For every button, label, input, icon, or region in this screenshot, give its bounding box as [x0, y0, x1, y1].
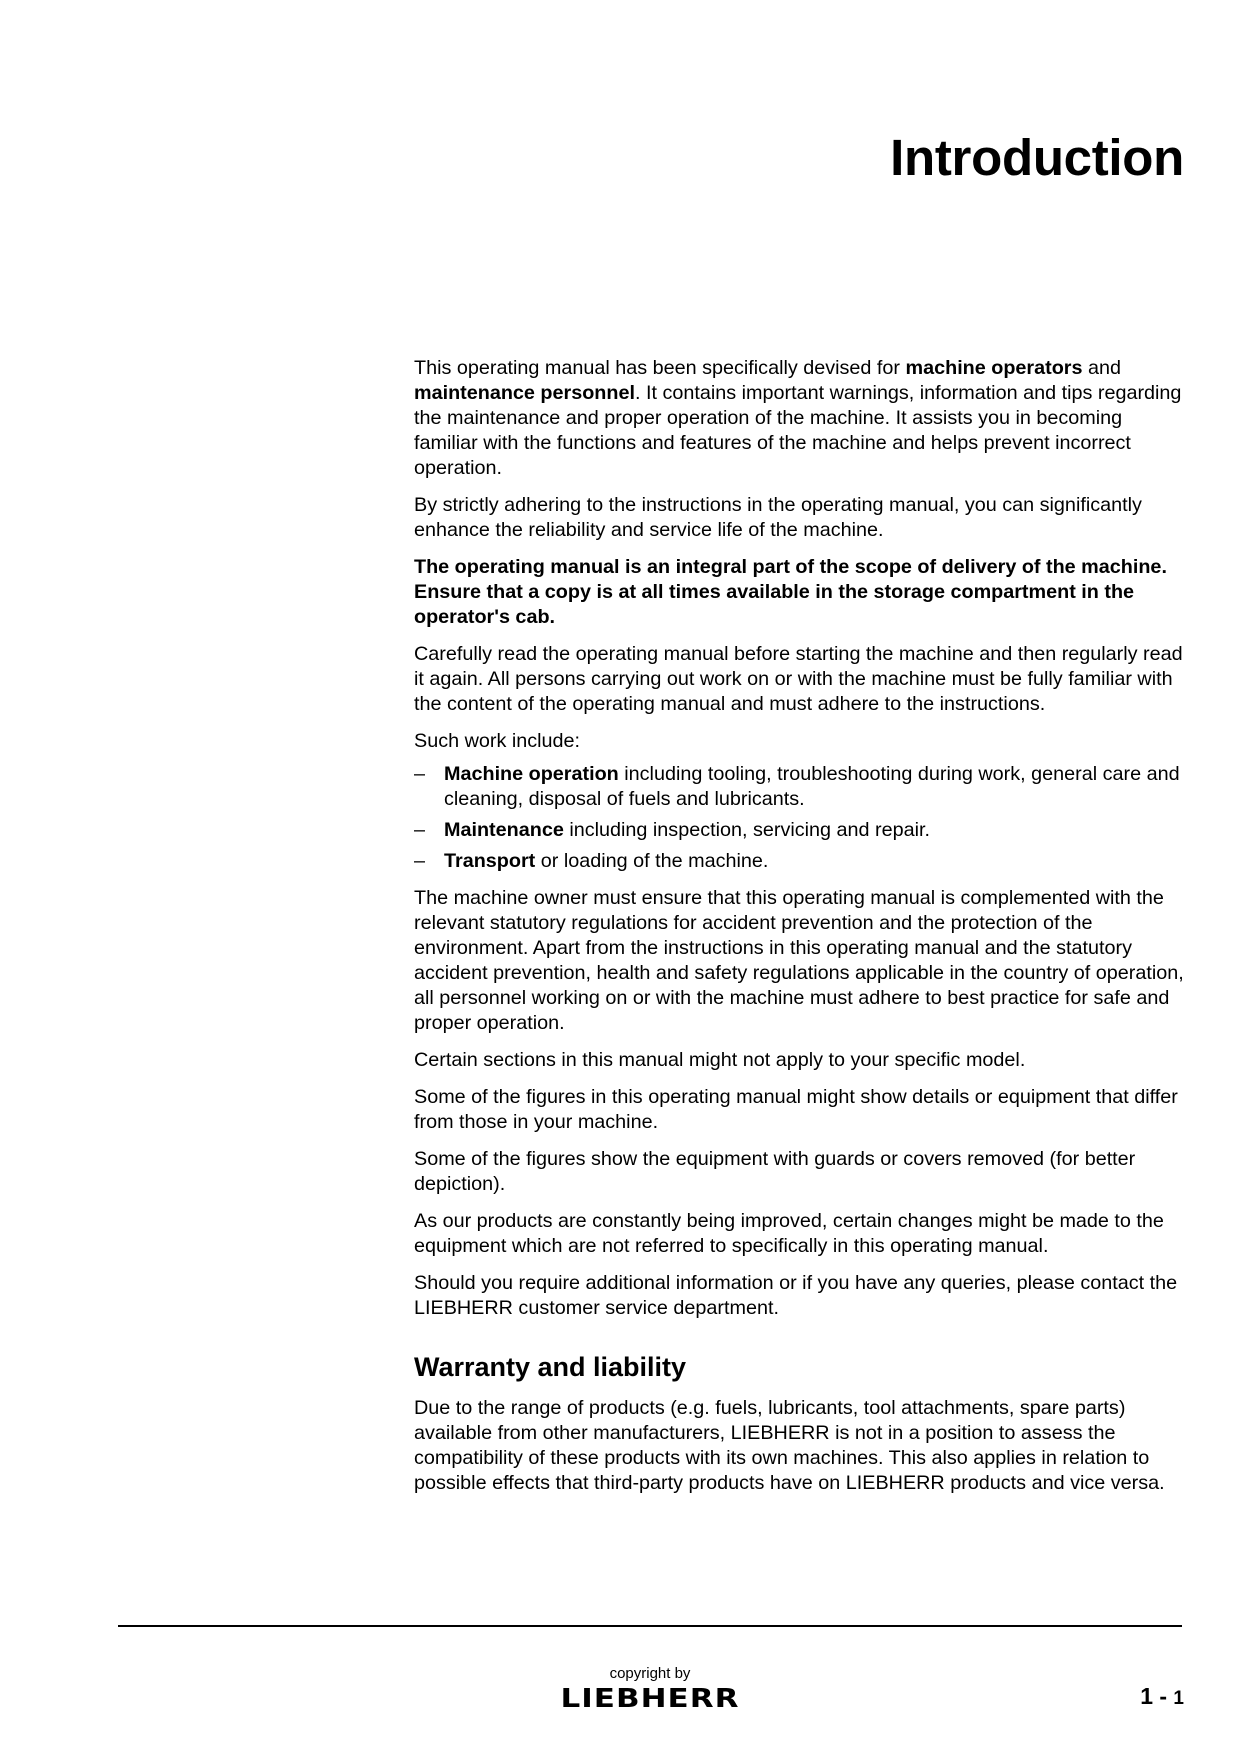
list-dash: – [414, 763, 426, 785]
list-text: including tooling, troubleshooting during work, general care and cleaning, disposal of fuels and lubricants. [444, 763, 1180, 810]
intro-paragraph-9: Some of the figures show the equipment with guards or covers removed (for better depiction). [414, 1148, 1136, 1195]
list-item [414, 849, 1186, 874]
list-term: Machine operation [444, 763, 619, 785]
list-term: Transport [444, 850, 536, 872]
copyright-text: copyright by [609, 1665, 691, 1682]
emphasis-maintenance-personnel: maintenance personnel [414, 382, 635, 404]
emphasis-machine-operators: machine operators [905, 357, 1083, 379]
page-title: Introduction [890, 129, 1184, 186]
intro-paragraph-7: Certain sections in this manual might not apply to your specific model. [414, 1049, 1026, 1071]
intro-paragraph-2: By strictly adhering to the instructions in the operating manual, you can significantly enhance the reliability and service life of the machine. [414, 494, 1142, 541]
list-item [414, 762, 1186, 812]
intro-paragraph-3-bold: The operating manual is an integral part of the scope of delivery of the machine. Ensure that a copy is at all times available in the storage compartment in the operator's cab. [414, 556, 1167, 628]
intro-paragraph-6: The machine owner must ensure that this operating manual is complemented with the relevant statutory regulations for accident prevention and the protection of the environment. Apart from the instructions in this operating manual and the statutory accident prevention, health and safety regulations applicable in the country of operation, all personnel working on or with the machine must adhere to best practice for safe and proper operation. [414, 887, 1184, 1034]
list-text: including inspection, servicing and repair. [563, 819, 930, 841]
work-list [414, 762, 1186, 874]
intro-paragraph-4: Carefully read the operating manual before starting the machine and then regularly read it again. All persons carrying out work on or with the machine must be fully familiar with the content of the operating manual and must adhere to the instructions. [414, 643, 1183, 715]
footer-divider [118, 1625, 1182, 1627]
intro-paragraph-5: Such work include: [414, 730, 581, 752]
list-dash: – [414, 819, 426, 841]
intro-paragraph-1: This operating manual has been specifically devised for machine operators and maintenance personnel. It contains important warnings, information and tips regarding the maintenance and proper operation of the machine. It assists you in becoming familiar with the functions and features of the machine and helps prevent incorrect operation. [414, 357, 1182, 479]
intro-paragraph-8: Some of the figures in this operating manual might show details or equipment that differ from those in your machine. [414, 1086, 1178, 1133]
list-dash: – [414, 850, 426, 872]
intro-paragraph-10: As our products are constantly being improved, certain changes might be made to the equipment which are not referred to specifically in this operating manual. [414, 1210, 1164, 1257]
liebherr-logo: LIEBHERR [560, 1684, 740, 1714]
list-item [414, 818, 1186, 843]
list-term: Maintenance [444, 819, 564, 841]
warranty-paragraph-1: Due to the range of products (e.g. fuels, lubricants, tool attachments, spare parts) available from other manufacturers, LIEBHERR is not in a position to assess the compatibility of these products with its own machines. This also applies in relation to possible effects that third-party products have on LIEBHERR products and vice versa. [414, 1397, 1165, 1494]
intro-paragraph-11: Should you require additional information or if you have any queries, please contact the LIEBHERR customer service department. [414, 1272, 1178, 1319]
list-text: or loading of the machine. [535, 850, 769, 872]
page-number: 1 - 1 [1140, 1683, 1184, 1709]
section-heading-warranty: Warranty and liability [414, 1352, 687, 1382]
main-content [414, 356, 1186, 1508]
